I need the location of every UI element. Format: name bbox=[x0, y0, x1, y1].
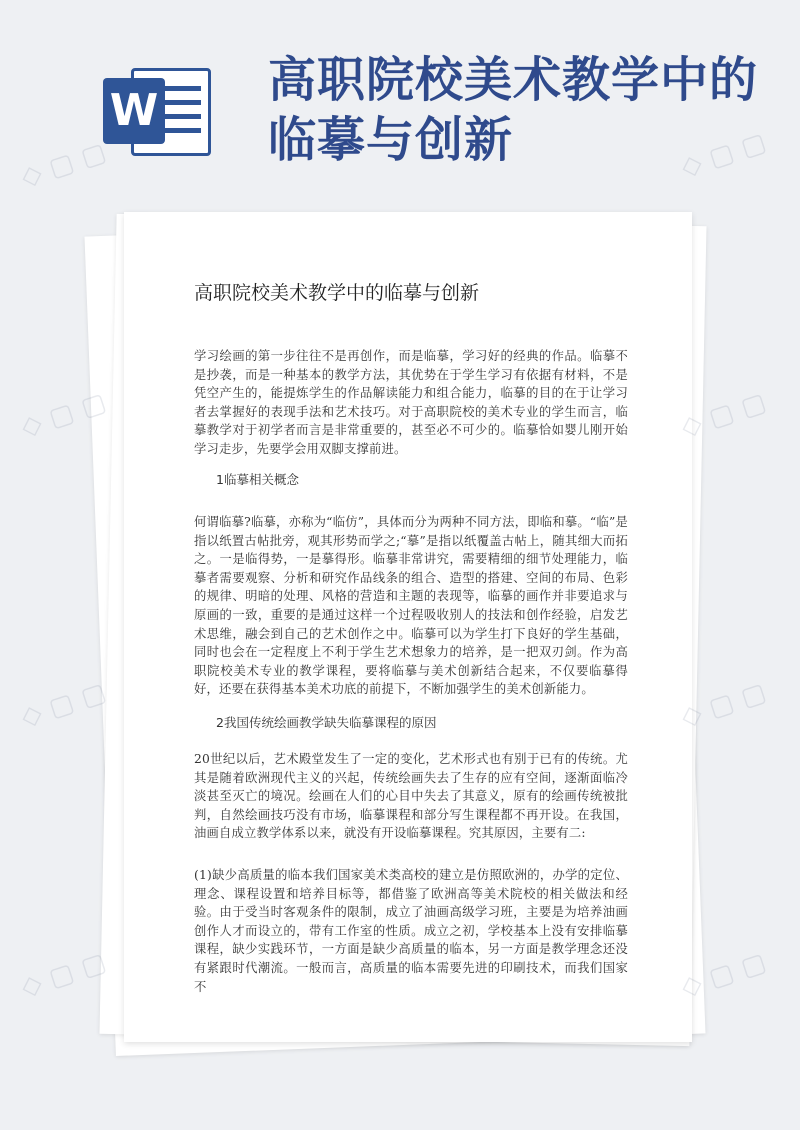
word-icon-line bbox=[163, 86, 201, 91]
watermark: ◇ ▢ ▢ bbox=[677, 677, 770, 733]
paragraph-reasons: (1)缺少高质量的临本我们国家美术类高校的建立是仿照欧洲的，办学的定位、理念、课程设置和培养目标等，都借鉴了欧洲高等美术院校的相关做法和经验。由于受当时客观条件的限制，成立了油画高级学习班，主要是为培养油画创作人才而设立的，带有工作室的性质。成立之初，学校基本上没有安排临摹课程，缺少实践环节，一方面是缺少高质量的临本，另一方面是教学理念还没有紧跟时代潮流。一般而言，高质量的临本需要先进的印刷技术，而我们国家不 bbox=[194, 868, 628, 994]
section-heading-1: 1临摹相关概念 bbox=[216, 472, 299, 487]
watermark: ◇ ▢ ▢ bbox=[677, 947, 770, 1003]
watermark: ◇ ▢ ▢ bbox=[17, 387, 110, 443]
paragraph-concept: 何谓临摹?临摹，亦称为“临仿”，具体而分为两种不同方法，即临和摹。“临”是指以纸置古帖批旁，观其形势而学之;“摹”是指以纸覆盖古帖上，随其细大而拓之。一是临得势，一是摹得形。临摹非常讲究，需要精细的细节处理能力，临摹者需要观察、分析和研究作品线条的组合、造型的搭建、空间的布局、色彩的规律、明暗的处理、风格的营造和主题的表现等，临摹的画作并非要追求与原画的一致，重要的是通过这样一个过程吸收别人的技法和创作经验，启发艺术思维，融会到自己的艺术创作之中。临摹可以为学生打下良好的学生基础，同时也会在一定程度上不利于学生艺术想象力的培养，是一把双刃剑。作为高职院校美术专业的教学课程，要将临摹与美术创新结合起来，不仅要临摹得好，还要在获得基本美术功底的前提下，不断加强学生的美术创新能力。 bbox=[194, 515, 628, 697]
word-document-icon bbox=[103, 68, 213, 158]
word-icon-line bbox=[163, 128, 201, 133]
document-title: 高职院校美术教学中的临摹与创新 bbox=[194, 282, 480, 304]
hero-title: 高职院校美术教学中的临摹与创新 bbox=[268, 52, 759, 168]
watermark: ◇ ▢ ▢ bbox=[677, 387, 770, 443]
watermark: ◇ ▢ ▢ bbox=[17, 137, 110, 193]
watermark: ◇ ▢ ▢ bbox=[677, 127, 770, 183]
section-heading-2: 2我国传统绘画教学缺失临摹课程的原因 bbox=[216, 715, 437, 730]
paragraph-intro: 学习绘画的第一步往往不是再创作，而是临摹，学习好的经典的作品。临摹不是抄袭，而是一种基本的教学方法，其优势在于学生学习有依据有材料，不是凭空产生的，能提炼学生的作品解读能力和组合能力，临摹的目的在于让学习者去掌握好的表现手法和艺术技巧。对于高职院校的美术专业的学生而言，临摹教学对于初学者而言是非常重要的，甚至必不可少的。临摹恰如婴儿刚开始学习走步，先要学会用双脚支撑前进。 bbox=[194, 349, 628, 456]
word-icon-badge: W bbox=[103, 78, 165, 144]
watermark: ◇ ▢ ▢ bbox=[17, 947, 110, 1003]
paragraph-history: 20世纪以后，艺术殿堂发生了一定的变化，艺术形式也有别于已有的传统。尤其是随着欧洲现代主义的兴起，传统绘画失去了生存的应有空间，逐渐面临冷淡甚至灭亡的境况。绘画在人们的心目中失去了其意义，原有的绘画传统被批判，自然绘画技巧没有市场，临摹课程和部分写生课程都不再开设。在我国，油画自成立教学体系以来，就没有开设临摹课程。究其原因，主要有二: bbox=[194, 752, 628, 841]
watermark: ◇ ▢ ▢ bbox=[17, 677, 110, 733]
word-icon-line bbox=[163, 114, 201, 119]
word-icon-line bbox=[163, 100, 201, 105]
